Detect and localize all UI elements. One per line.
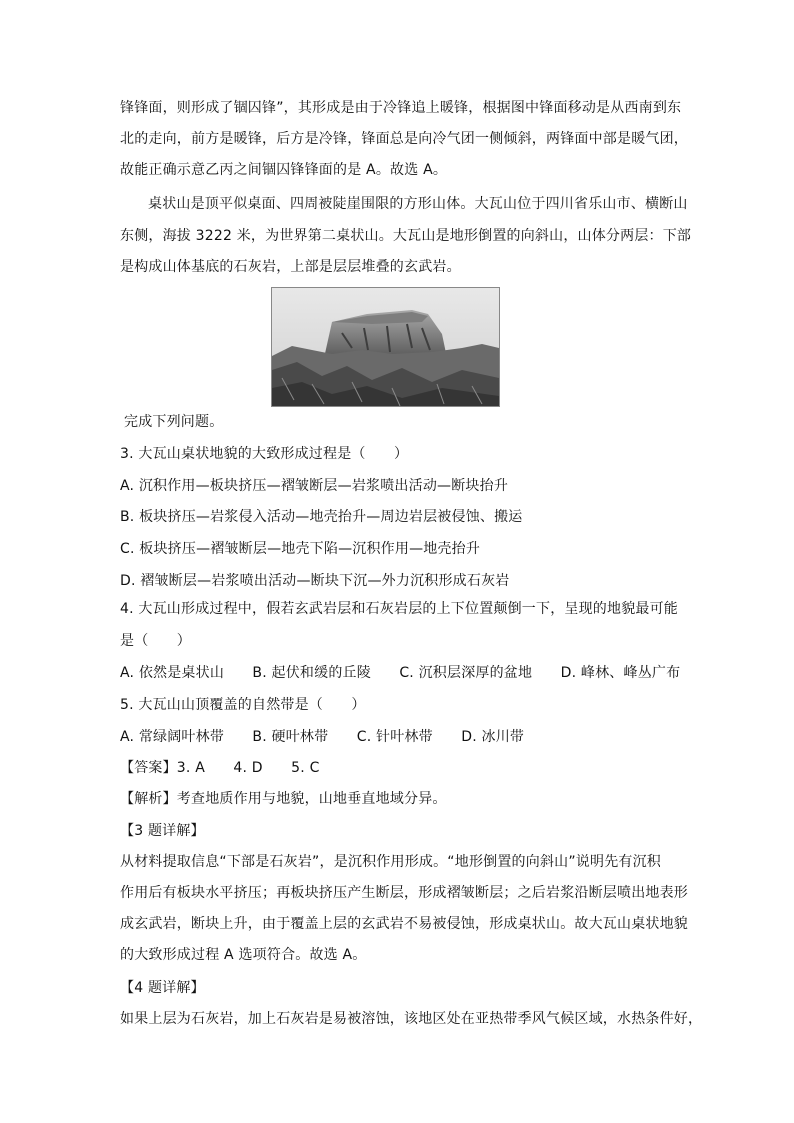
detail-3-heading: 【3 题详解】: [120, 823, 205, 839]
paragraph-line: 桌状山是顶平似桌面、四周被陡崖围限的方形山体。大瓦山位于四川省乐山市、横断山: [148, 196, 688, 212]
option-3a: A. 沉积作用—板块挤压—褶皱断层—岩浆喷出活动—断块抬升: [120, 478, 509, 494]
paragraph-line: 成玄武岩，断块上升，由于覆盖上层的玄武岩不易被侵蚀，形成桌状山。故大瓦山桌状地貌: [120, 916, 688, 932]
paragraph-line: 从材料提取信息“下部是石灰岩”，是沉积作用形成。“地形倒置的向斜山”说明先有沉积: [120, 854, 662, 870]
option-3b: B. 板块挤压—岩浆侵入活动—地壳抬升—周边岩层被侵蚀、搬运: [120, 509, 523, 525]
mountain-photo: [271, 287, 500, 407]
instruction-text: 完成下列问题。: [124, 414, 224, 430]
paragraph-line: 东侧，海拔 3222 米，为世界第二桌状山。大瓦山是地形倒置的向斜山，山体分两层：下部: [120, 228, 692, 244]
answer-line: 【答案】3. A 4. D 5. C: [120, 760, 320, 776]
option-3d: D. 褶皱断层—岩浆喷出活动—断块下沉—外力沉积形成石灰岩: [120, 573, 510, 589]
detail-4-heading: 【4 题详解】: [120, 980, 205, 996]
analysis-line: 【解析】考查地质作用与地貌，山地垂直地域分异。: [120, 791, 447, 807]
question-3: 3. 大瓦山桌状地貌的大致形成过程是（ ）: [120, 446, 409, 462]
option-3c: C. 板块挤压—褶皱断层—地壳下陷—沉积作用—地壳抬升: [120, 541, 481, 557]
paragraph-line: 作用后有板块水平挤压；再板块挤压产生断层，形成褶皱断层；之后岩浆沿断层喷出地表形: [120, 885, 688, 901]
question-4: 4. 大瓦山形成过程中，假若玄武岩层和石灰岩层的上下位置颠倒一下，呈现的地貌最可能: [120, 601, 679, 617]
paragraph-line: 故能正确示意乙丙之间锢囚锋锋面的是 A。故选 A。: [120, 162, 448, 178]
paragraph-line: 的大致形成过程 A 选项符合。故选 A。: [120, 947, 367, 963]
paragraph-line: 北的走向，前方是暖锋，后方是冷锋，锋面总是向冷气团一侧倾斜，两锋面中部是暖气团，: [120, 131, 688, 147]
options-4: A. 依然是桌状山 B. 起伏和缓的丘陵 C. 沉积层深厚的盆地 D. 峰林、峰丛广布: [120, 665, 681, 681]
question-5: 5. 大瓦山山顶覆盖的自然带是（ ）: [120, 697, 366, 713]
paragraph-line: 锋锋面，则形成了锢囚锋”，其形成是由于冷锋追上暖锋，根据图中锋面移动是从西南到东: [120, 100, 682, 116]
options-5: A. 常绿阔叶林带 B. 硬叶林带 C. 针叶林带 D. 冰川带: [120, 729, 525, 745]
paragraph-line: 是构成山体基底的石灰岩，上部是层层堆叠的玄武岩。: [120, 259, 461, 275]
question-4-cont: 是（ ）: [120, 633, 191, 649]
paragraph-line: 如果上层为石灰岩，加上石灰岩是易被溶蚀，该地区处在亚热带季风气候区域，水热条件好，: [120, 1011, 703, 1027]
